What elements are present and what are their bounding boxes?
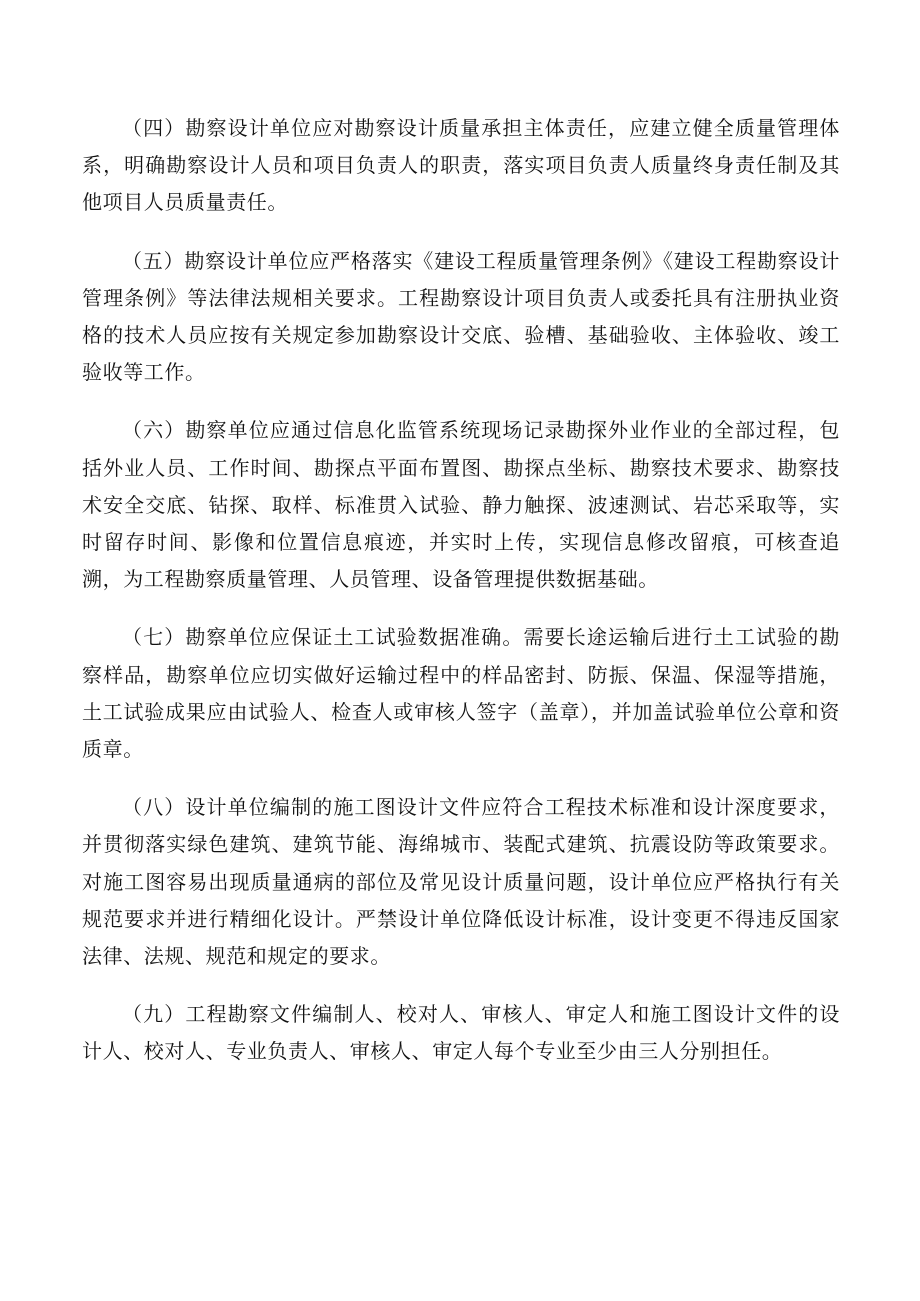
paragraph-5: （五）勘察设计单位应严格落实《建设工程质量管理条例》《建设工程勘察设计管理条例》等法律法规相关要求。工程勘察设计项目负责人或委托具有注册执业资格的技术人员应按有关规定参加勘察设计交底、验槽、基础验收、主体验收、竣工验收等工作。 — [82, 248, 840, 385]
paragraph-7: （七）勘察单位应保证土工试验数据准确。需要长途运输后进行土工试验的勘察样品，勘察单位应切实做好运输过程中的样品密封、防振、保温、保湿等措施，土工试验成果应由试验人、检查人或审核人签字（盖章），并加盖试验单位公章和资质章。 — [82, 625, 840, 762]
paragraph-8: （八）设计单位编制的施工图设计文件应符合工程技术标准和设计深度要求，并贯彻落实绿色建筑、建筑节能、海绵城市、装配式建筑、抗震设防等政策要求。对施工图容易出现质量通病的部位及常见设计质量问题，设计单位应严格执行有关规范要求并进行精细化设计。严禁设计单位降低设计标准，设计变更不得违反国家法律、法规、规范和规定的要求。 — [82, 795, 840, 969]
paragraph-6: （六）勘察单位应通过信息化监管系统现场记录勘探外业作业的全部过程，包括外业人员、工作时间、勘探点平面布置图、勘探点坐标、勘察技术要求、勘察技术安全交底、钻探、取样、标准贯入试验、静力触探、波速测试、岩芯采取等，实时留存时间、影像和位置信息痕迹，并实时上传，实现信息修改留痕，可核查追溯，为工程勘察质量管理、人员管理、设备管理提供数据基础。 — [82, 418, 840, 592]
paragraph-9: （九）工程勘察文件编制人、校对人、审核人、审定人和施工图设计文件的设计人、校对人、专业负责人、审核人、审定人每个专业至少由三人分别担任。 — [82, 1002, 840, 1064]
paragraph-4: （四）勘察设计单位应对勘察设计质量承担主体责任，应建立健全质量管理体系，明确勘察设计人员和项目负责人的职责，落实项目负责人质量终身责任制及其他项目人员质量责任。 — [82, 116, 840, 215]
